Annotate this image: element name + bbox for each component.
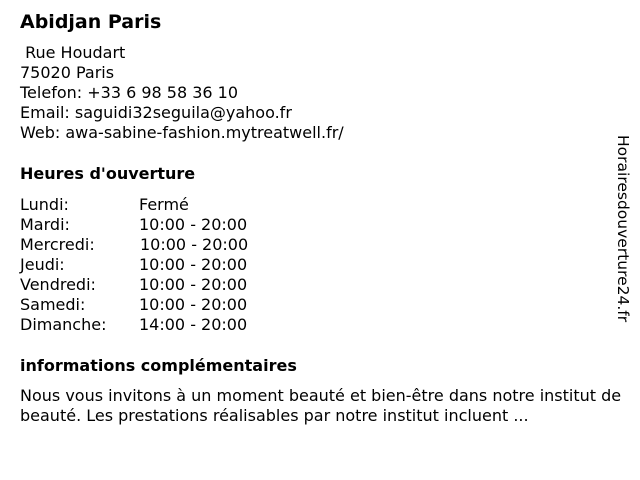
time-value: 10:00 - 20:00 <box>140 235 249 254</box>
time-value: 10:00 - 20:00 <box>139 295 248 314</box>
day-label: Vendredi: <box>20 275 96 294</box>
hours-row-saturday <box>20 295 630 315</box>
business-name: Abidjan Paris <box>20 11 162 33</box>
day-label: Jeudi: <box>20 255 65 274</box>
time-value: 10:00 - 20:00 <box>139 215 248 234</box>
additional-info-heading: informations complémentaires <box>20 356 297 375</box>
hours-row-wednesday <box>20 235 630 255</box>
hours-row-tuesday <box>20 215 630 235</box>
email-line[interactable]: Email: saguidi32seguila@yahoo.fr <box>20 103 292 122</box>
street-address: Rue Houdart <box>20 43 126 62</box>
phone-line[interactable]: Telefon: +33 6 98 58 36 10 <box>20 83 239 102</box>
hours-row-sunday <box>20 315 630 335</box>
hours-row-monday <box>20 195 630 215</box>
address-block <box>20 43 630 143</box>
time-value: 14:00 - 20:00 <box>139 315 248 334</box>
day-label: Mercredi: <box>20 235 95 254</box>
business-description: Nous vous invitons à un moment beauté et bien-être dans notre institut de beauté. Les prestations réalisables par notre institut incluent ... <box>20 386 622 425</box>
opening-hours-heading: Heures d'ouverture <box>20 164 196 183</box>
hours-row-thursday <box>20 255 630 275</box>
city-line: 75020 Paris <box>20 63 115 82</box>
time-value: 10:00 - 20:00 <box>139 255 248 274</box>
time-value: 10:00 - 20:00 <box>139 275 248 294</box>
web-line[interactable]: Web: awa-sabine-fashion.mytreatwell.fr/ <box>20 123 344 142</box>
site-watermark: Horairesdouverture24.fr <box>614 135 632 323</box>
hours-row-friday <box>20 275 630 295</box>
time-value: Fermé <box>139 195 189 214</box>
day-label: Lundi: <box>20 195 69 214</box>
day-label: Mardi: <box>20 215 70 234</box>
day-label: Dimanche: <box>20 315 107 334</box>
day-label: Samedi: <box>20 295 86 314</box>
opening-hours-table <box>20 195 630 335</box>
business-card <box>20 0 630 426</box>
